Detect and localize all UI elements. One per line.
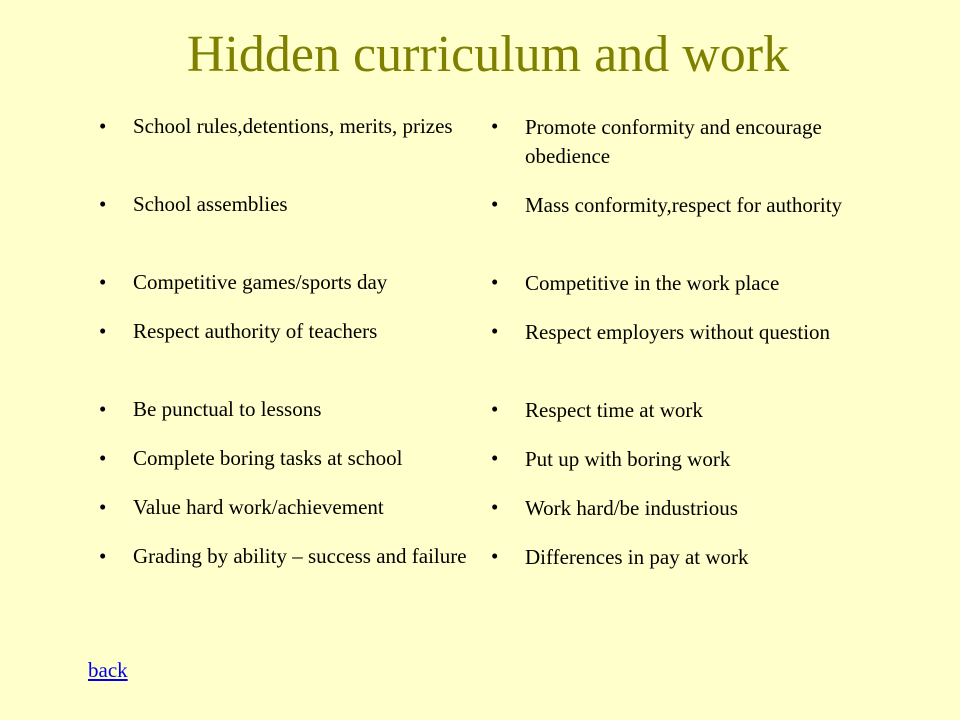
bullet-icon: • [99,397,107,421]
list-item-text: Put up with boring work [525,447,731,471]
hidden-curriculum-list [96,112,486,600]
bullet-icon: • [491,192,499,216]
list-item-text: Differences in pay at work [525,545,749,569]
list-item [488,112,858,190]
list-item-text: Promote conformity and encourage obedience [525,115,822,168]
list-item-text: Respect employers without question [525,320,831,344]
list-item [488,444,858,493]
work-outcomes-list [488,112,858,600]
bullet-icon: • [99,270,107,294]
list-item [96,190,486,268]
list-item [96,112,486,190]
bullet-icon: • [491,446,499,470]
list-item-text: Grading by ability – success and failure [133,544,467,568]
bullet-icon: • [99,192,107,216]
bullet-icon: • [491,397,499,421]
list-item [488,395,858,444]
list-item [96,542,486,600]
list-item-text: Be punctual to lessons [133,397,322,421]
back-link[interactable]: back [88,658,128,682]
bullet-icon: • [99,544,107,568]
list-item-text: Work hard/be industrious [525,496,738,520]
list-item-text: Respect time at work [525,398,703,422]
list-item-text: Mass conformity,respect for authority [525,193,843,217]
list-item [96,493,486,542]
list-item-text: School assemblies [133,192,288,216]
list-item [488,317,858,395]
bullet-icon: • [491,495,499,519]
bullet-icon: • [99,319,107,343]
list-item-text: School rules,detentions, merits, prizes [133,114,453,138]
bullet-icon: • [491,319,499,343]
list-item [96,268,486,317]
bullet-icon: • [99,495,107,519]
bullet-icon: • [99,446,107,470]
list-item-text: Competitive in the work place [525,271,780,295]
list-item-text: Competitive games/sports day [133,270,388,294]
page-title: Hidden curriculum and work [186,26,790,83]
list-item [96,395,486,444]
list-item [488,190,858,268]
bullet-icon: • [491,544,499,568]
bullet-icon: • [491,114,499,138]
list-item [488,268,858,317]
list-item-text: Value hard work/achievement [133,495,384,519]
list-item-text: Complete boring tasks at school [133,446,403,470]
list-item [488,542,858,600]
list-item-text: Respect authority of teachers [133,319,378,343]
list-item [488,493,858,542]
list-item [96,317,486,395]
bullet-icon: • [491,270,499,294]
bullet-icon: • [99,114,107,138]
list-item [96,444,486,493]
